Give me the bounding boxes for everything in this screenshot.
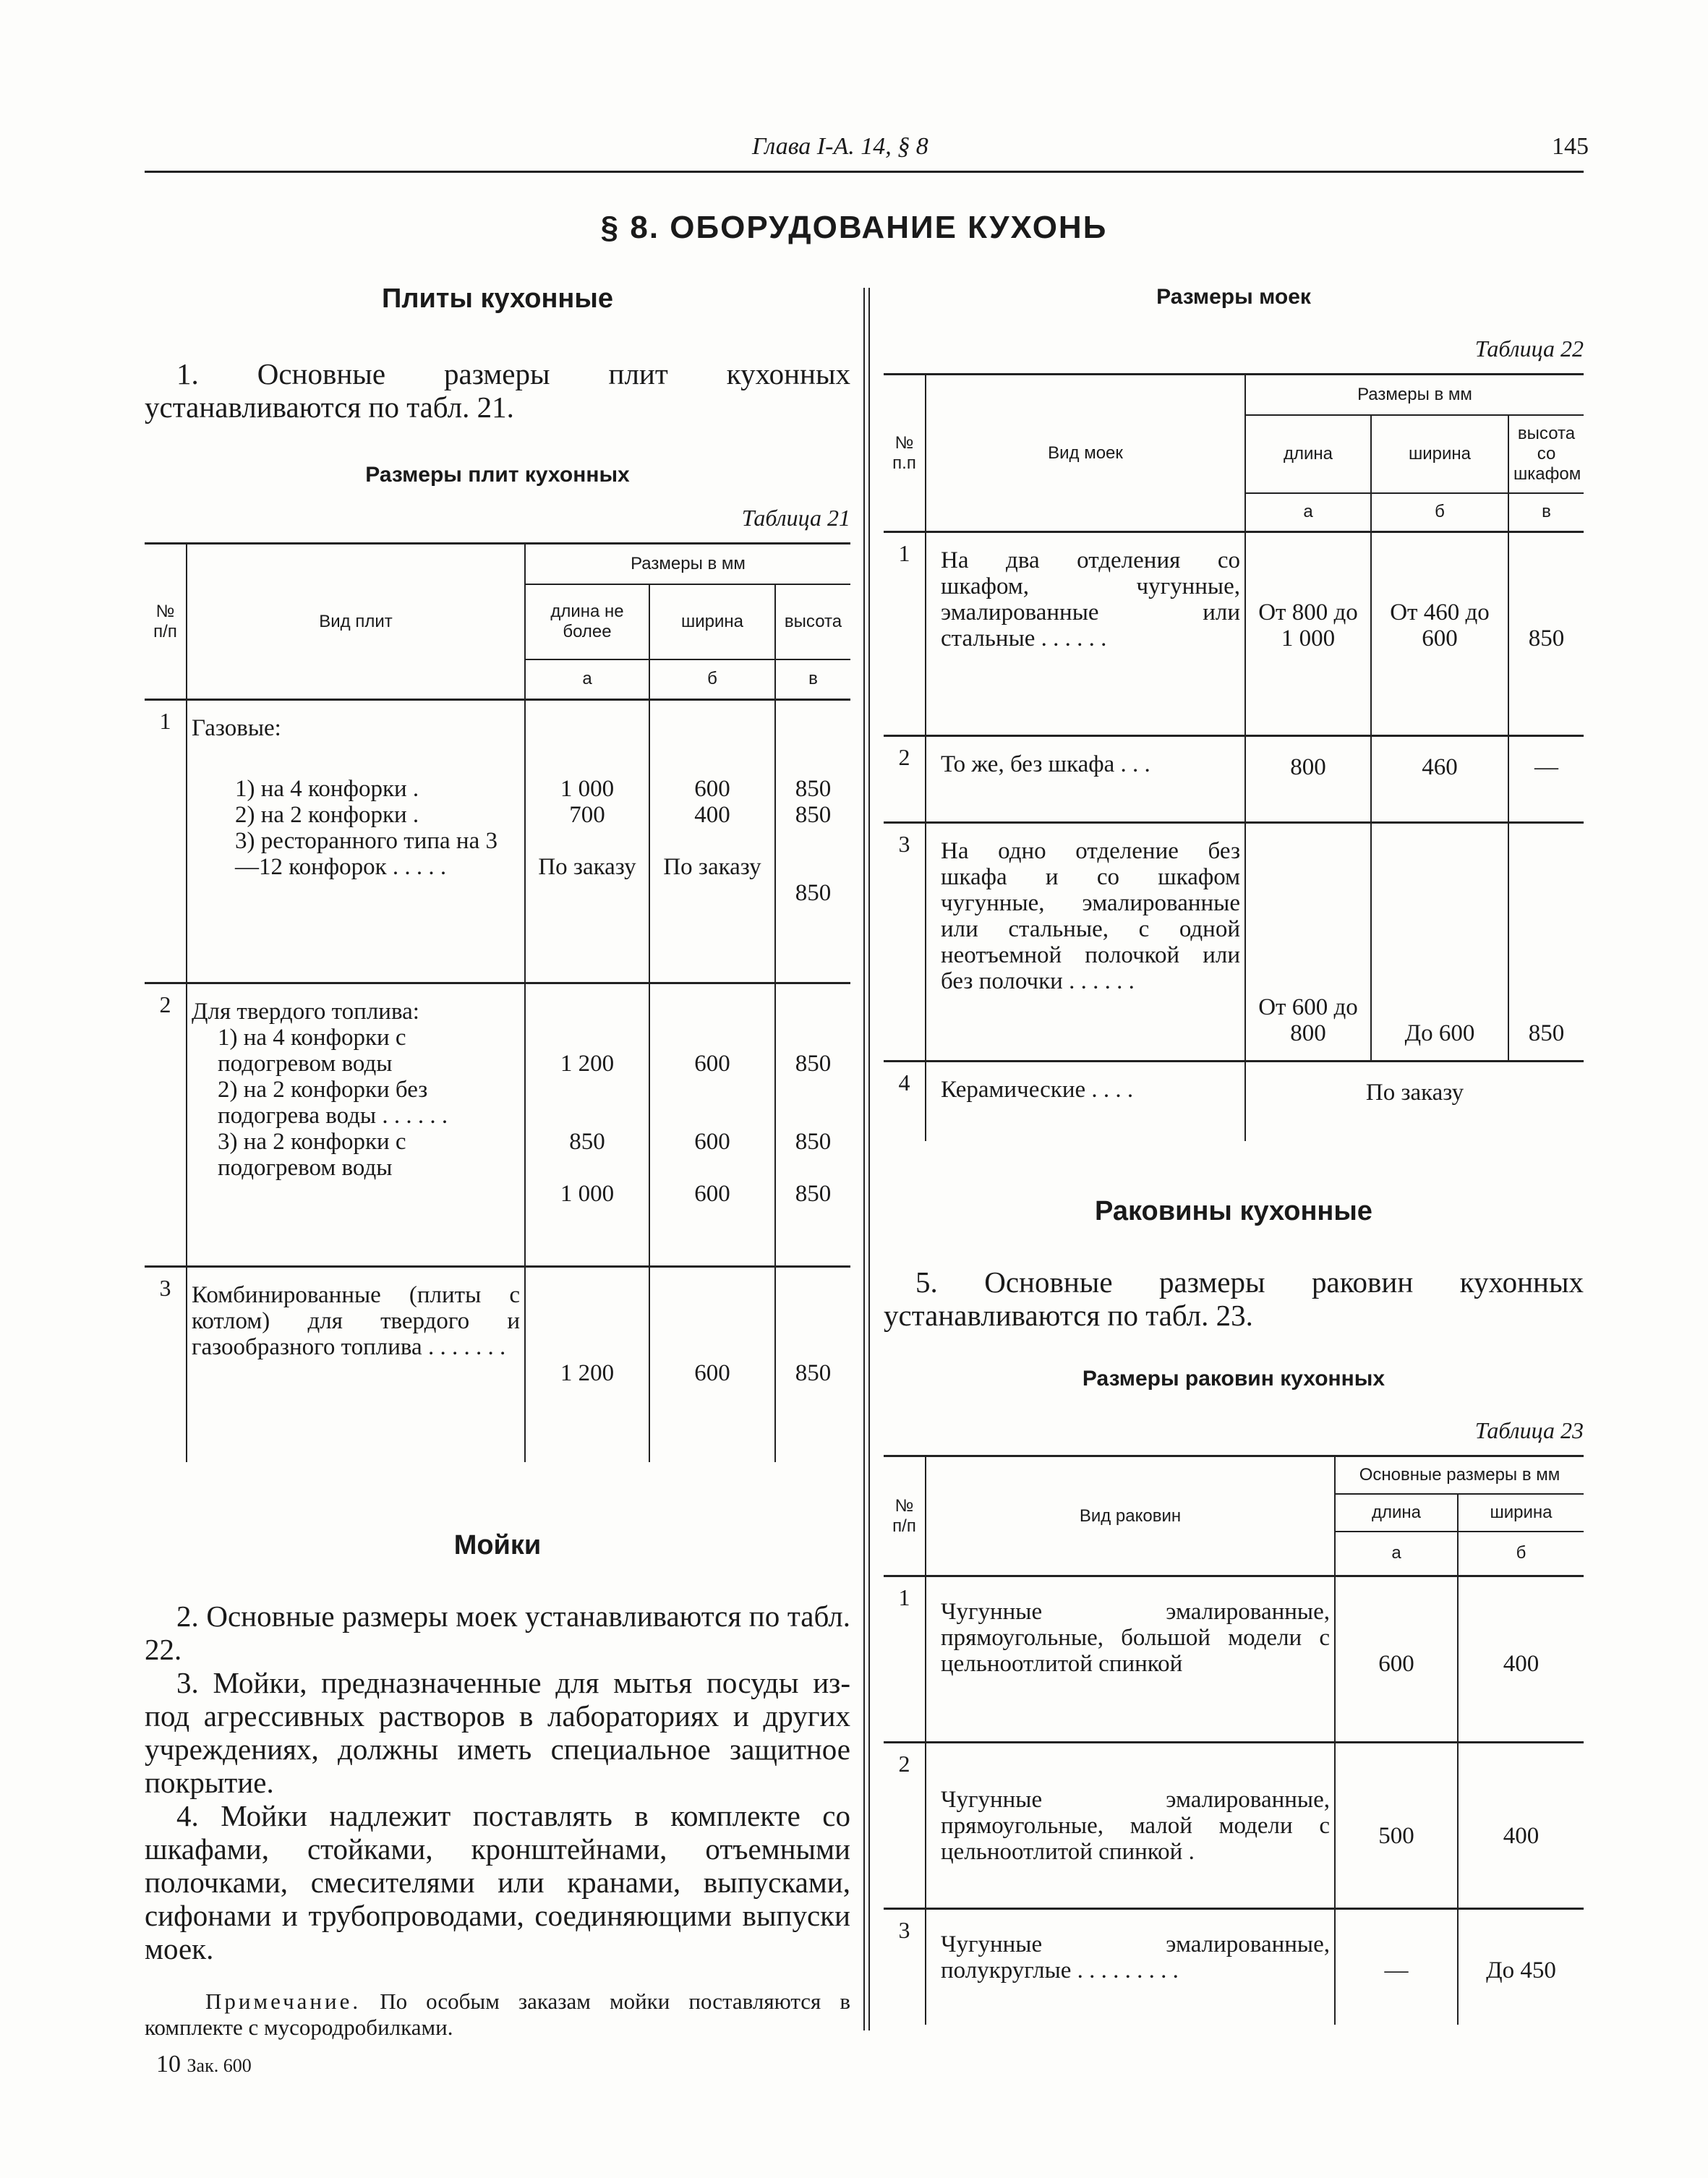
col-number-header: № п/п <box>145 544 187 700</box>
row-width: От 460 до 600 <box>1371 532 1508 736</box>
table-row <box>884 823 1584 1062</box>
row-description: На два отделения со шкафом, чугунные, эмалированные или стальные . . . . . . <box>926 532 1245 736</box>
row-number: 3 <box>884 1909 926 2025</box>
row-number: 2 <box>884 736 926 823</box>
col-sub-a: а <box>1245 493 1371 532</box>
row-width: 400 <box>1458 1743 1584 1909</box>
row-height: 850 850 850 <box>775 983 850 1267</box>
running-header: Глава I-А. 14, § 8 <box>752 133 928 160</box>
row-length: 800 <box>1245 736 1371 823</box>
row-description: Керамические . . . . <box>926 1062 1245 1141</box>
table-row <box>145 1267 850 1462</box>
column-divider <box>868 288 870 2030</box>
column-divider <box>863 288 865 2030</box>
col-sub-a: а <box>525 659 649 700</box>
col-width-header: ширина <box>1458 1494 1584 1532</box>
col-type-header: Вид моек <box>926 375 1245 532</box>
table-21-caption: Размеры плит кухонных <box>365 463 630 487</box>
paragraph-3: 3. Мойки, предназначенные для мытья посуды из-под агрессивных растворов в лабораториях и других учреждениях, должны иметь специальное защитное покрытие. <box>145 1666 850 1799</box>
table-row <box>884 1743 1584 1909</box>
row-description: На одно отделение без шкафа и со шкафом чугунные, эмалированные или стальные, с одной неотъемной полочкой или без полочки . . . . . . <box>926 823 1245 1062</box>
col-height-header: высота <box>775 584 850 659</box>
row-height: 850 <box>1508 532 1584 736</box>
row-description: Для твердого топлива: 1) на 4 конфорки с подогревом воды 2) на 2 конфорки без подогрева воды . . . . . . 3) на 2 конфорки с подогревом воды <box>187 983 525 1267</box>
col-width-header: ширина <box>649 584 775 659</box>
header-rule <box>145 171 1584 173</box>
table-21-number: Таблица 21 <box>741 505 850 531</box>
row-number: 1 <box>145 700 187 983</box>
row-length: 600 <box>1335 1576 1458 1743</box>
row-number: 3 <box>145 1267 187 1462</box>
table-row <box>884 1909 1584 2025</box>
col-sizes-header: Основные размеры в мм <box>1335 1456 1584 1494</box>
col-sub-c: в <box>775 659 850 700</box>
col-type-header: Вид плит <box>187 544 525 700</box>
row-length: От 800 до 1 000 <box>1245 532 1371 736</box>
row-number: 4 <box>884 1062 926 1141</box>
col-sub-b: б <box>1371 493 1508 532</box>
table-23-caption: Размеры раковин кухонных <box>1082 1367 1385 1391</box>
col-width-header: ширина <box>1371 415 1508 493</box>
row-length: От 600 до 800 <box>1245 823 1371 1062</box>
row-description: Чугунные эмалированные, прямоугольные, малой модели с цельноотлитой спинкой . <box>926 1743 1335 1909</box>
table-22 <box>884 373 1584 1141</box>
table-row <box>145 983 850 1267</box>
row-number: 3 <box>884 823 926 1062</box>
col-sub-a: а <box>1335 1532 1458 1576</box>
table-row <box>884 1576 1584 1743</box>
row-number: 2 <box>145 983 187 1267</box>
col-number-header: № п.п <box>884 375 926 532</box>
col-sub-b: б <box>649 659 775 700</box>
row-length: 500 <box>1335 1743 1458 1909</box>
table-22-number: Таблица 22 <box>1474 336 1584 362</box>
col-sizes-header: Размеры в мм <box>525 544 850 584</box>
table-row <box>145 700 850 983</box>
col-number-header: № п/п <box>884 1456 926 1576</box>
section-title: § 8. ОБОРУДОВАНИЕ КУХОНЬ <box>600 210 1108 245</box>
row-width: 460 <box>1371 736 1508 823</box>
heading-stoves: Плиты кухонные <box>382 283 613 314</box>
paragraph-2: 2. Основные размеры моек устанавливаются по табл. 22. <box>145 1600 850 1666</box>
table-23 <box>884 1455 1584 2025</box>
row-width: 600 600 600 <box>649 983 775 1267</box>
row-height: 850 <box>775 1267 850 1462</box>
row-width: 600 <box>649 1267 775 1462</box>
row-height: — <box>1508 736 1584 823</box>
col-length-header: длина не более <box>525 584 649 659</box>
paragraph-5: 5. Основные размеры раковин кухонных устанавливаются по табл. 23. <box>884 1265 1584 1332</box>
row-number: 1 <box>884 1576 926 1743</box>
col-sizes-header: Размеры в мм <box>1245 375 1584 415</box>
table-22-caption: Размеры моек <box>1156 285 1311 309</box>
table-row <box>884 1062 1584 1141</box>
col-length-header: длина <box>1335 1494 1458 1532</box>
row-width: До 450 <box>1458 1909 1584 2025</box>
note: Примечание. По особым заказам мойки поставляются в комплекте с мусородробилками. <box>145 1989 851 2040</box>
col-height-header: высота со шкафом <box>1508 415 1584 493</box>
col-sub-c: в <box>1508 493 1584 532</box>
page-number: 145 <box>1552 133 1589 160</box>
heading-basins: Раковины кухонные <box>1095 1196 1372 1226</box>
row-description: Газовые: 1) на 4 конфорки . 2) на 2 конфорки . 3) ресторанного типа на 3—12 конфорок . . . . . <box>187 700 525 983</box>
row-description: Чугунные эмалированные, полукруглые . . . . . . . . . <box>926 1909 1335 2025</box>
heading-sinks: Мойки <box>453 1530 542 1560</box>
row-number: 1 <box>884 532 926 736</box>
row-merged-value: По заказу <box>1245 1062 1584 1141</box>
paragraph-4: 4. Мойки надлежит поставлять в комплекте со шкафами, стойками, кронштейнами, отъемными полочками, смесителями или кранами, выпусками, сифонами и трубопроводами, соединяющими выпуски моек. <box>145 1799 850 1965</box>
row-description: Чугунные эмалированные, прямоугольные, большой модели с цельноотлитой спинкой <box>926 1576 1335 1743</box>
row-length: 1 200 <box>525 1267 649 1462</box>
row-description: Комбинированные (плиты с котлом) для твердого и газообразного топлива . . . . . . . <box>187 1267 525 1462</box>
table-row <box>884 736 1584 823</box>
table-23-number: Таблица 23 <box>1474 1417 1584 1443</box>
row-length: — <box>1335 1909 1458 2025</box>
row-length: 1 200 850 1 000 <box>525 983 649 1267</box>
table-row <box>884 532 1584 736</box>
row-height: 850 <box>1508 823 1584 1062</box>
row-width: 400 <box>1458 1576 1584 1743</box>
row-length: 1 000 700 По заказу <box>525 700 649 983</box>
row-width: 600 400 По заказу <box>649 700 775 983</box>
col-length-header: длина <box>1245 415 1371 493</box>
table-21 <box>145 542 850 1462</box>
paragraph-1: 1. Основные размеры плит кухонных устанавливаются по табл. 21. <box>145 357 850 424</box>
footer-signature: 10 Зак. 600 <box>156 2051 252 2077</box>
col-sub-b: б <box>1458 1532 1584 1576</box>
row-width: До 600 <box>1371 823 1508 1062</box>
row-height: 850 850 850 <box>775 700 850 983</box>
row-description: То же, без шкафа . . . <box>926 736 1245 823</box>
row-number: 2 <box>884 1743 926 1909</box>
col-type-header: Вид раковин <box>926 1456 1335 1576</box>
